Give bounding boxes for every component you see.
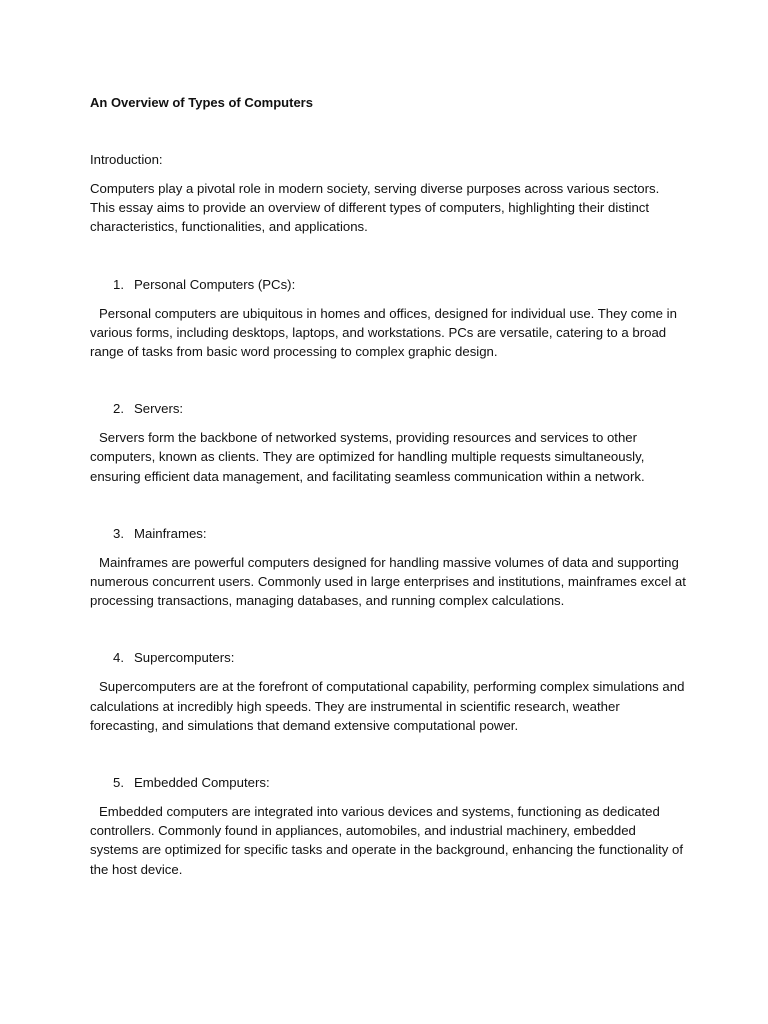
section-heading [90, 275, 686, 294]
section-embedded-computers [90, 773, 686, 879]
section-heading [90, 524, 686, 543]
section-number: 1. [113, 276, 124, 292]
section-mainframes [90, 524, 686, 611]
section-heading [90, 773, 686, 792]
section-number: 2. [113, 401, 124, 417]
section-title: Supercomputers: [134, 650, 235, 666]
section-paragraph: Servers form the backbone of networked systems, providing resources and services to other computers, known as clients. They are optimized for handling multiple requests simultaneously, ensuring efficient data management, and facilitating seamless communication within a network. [90, 430, 645, 484]
section-paragraph: Embedded computers are integrated into various devices and systems, functioning as dedicated controllers. Commonly found in appliances, automobiles, and industrial machinery, embedded systems are optimized for specific tasks and operate in the background, enhancing the functionality of the host device. [90, 804, 684, 877]
section-title: Personal Computers (PCs): [134, 276, 296, 292]
document-title: An Overview of Types of Computers [90, 95, 313, 110]
section-number: 4. [113, 650, 124, 666]
section-servers [90, 399, 686, 486]
section-supercomputers [90, 648, 686, 735]
section-number: 3. [113, 525, 124, 541]
section-personal-computers [90, 275, 686, 362]
section-heading [90, 648, 686, 667]
section-heading [90, 399, 686, 418]
section-paragraph: Mainframes are powerful computers designed for handling massive volumes of data and supporting numerous concurrent users. Commonly used in large enterprises and institutions, mainframes excel at processing transactions, managing databases, and running complex calculations. [90, 554, 686, 609]
section-title: Mainframes: [134, 525, 207, 541]
section-title: Servers: [134, 401, 184, 417]
document-content [90, 93, 686, 879]
section-paragraph: Personal computers are ubiquitous in homes and offices, designed for individual use. They come in various forms, including desktops, laptops, and workstations. PCs are versatile, catering to a broad range of tasks from basic word processing to complex graphic design. [90, 305, 677, 360]
introduction-heading: Introduction: [90, 152, 163, 167]
section-number: 5. [113, 775, 124, 791]
section-paragraph: Supercomputers are at the forefront of computational capability, performing complex simulations and calculations at incredibly high speeds. They are instrumental in scientific research, weather forecasting, and simulations that demand extensive computational power. [90, 679, 685, 733]
section-title: Embedded Computers: [134, 775, 270, 791]
introduction-paragraph: Computers play a pivotal role in modern society, serving diverse purposes across various sectors. This essay aims to provide an overview of different types of computers, highlighting their distinct characteristics, functionalities, and applications. [90, 181, 660, 235]
